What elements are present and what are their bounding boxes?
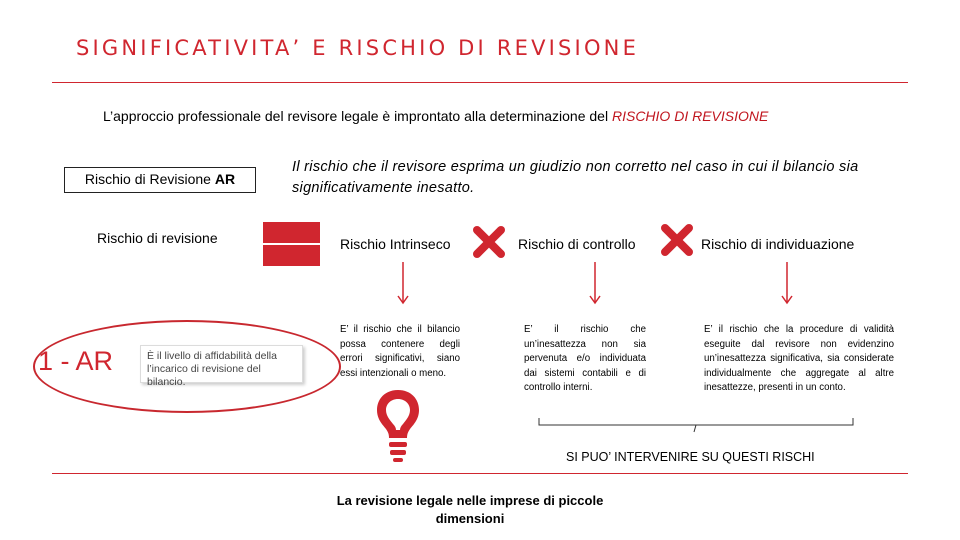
- desc-detection: E’ il rischio che la procedure di validità eseguite dal revisore non evidenzino un’inesattezza significativa, sia considerate individualmente che aggregate al altre inesattezze, presenti in un conto.: [704, 324, 894, 394]
- footer-text: La revisione legale nelle imprese di piccole dimensioni: [336, 493, 604, 526]
- intro-body: L’approccio professionale del revisore legale è improntato alla determinazione del: [103, 108, 612, 124]
- term-intrinsic: Rischio Intrinseco: [340, 236, 451, 252]
- equals-bar-bottom: [263, 245, 320, 266]
- desc-control: E’ il rischio che un’inesattezza non sia pervenuta e/o individuata dai sistemi contabili e di controllo interni.: [524, 324, 646, 394]
- title-divider: [52, 82, 908, 83]
- term-detection: Rischio di individuazione: [701, 236, 855, 252]
- arrow-down-icon: [780, 262, 794, 306]
- ar-box: [64, 167, 256, 193]
- ar-box-label: Rischio di Revisione: [84, 171, 215, 187]
- group-bracket: [537, 416, 855, 434]
- page-title: SIGNIFICATIVITA’ E RISCHIO DI REVISIONE: [76, 36, 640, 60]
- footer-divider: [52, 473, 908, 474]
- equals-bar-top: [263, 222, 320, 243]
- intervention-note: SI PUO’ INTERVENIRE SU QUESTI RISCHI: [566, 450, 815, 464]
- one-minus-ar: 1 - AR: [38, 346, 114, 376]
- risk-label: Rischio di revisione: [97, 230, 218, 246]
- cross-icon: [660, 223, 694, 257]
- risk-definition: Il rischio che il revisore esprima un giudizio non corretto nel caso in cui il bilancio sia significativamente inesatto.: [292, 159, 859, 196]
- intro-highlight: RISCHIO DI REVISIONE: [611, 108, 769, 124]
- arrow-down-icon: [588, 262, 602, 306]
- lightbulb-icon: [373, 386, 423, 466]
- cross-icon: [472, 225, 506, 259]
- ar-meaning-card: È il livello di affidabilità della l’incarico di revisione del bilancio.: [140, 345, 303, 383]
- intro-text: [103, 108, 768, 124]
- term-control: Rischio di controllo: [518, 236, 636, 252]
- ar-box-bold: AR: [214, 171, 236, 187]
- desc-intrinsic: E’ il rischio che il bilancio possa contenere degli errori significativi, siano essi intenzionali o meno.: [340, 324, 460, 379]
- arrow-down-icon: [396, 262, 410, 306]
